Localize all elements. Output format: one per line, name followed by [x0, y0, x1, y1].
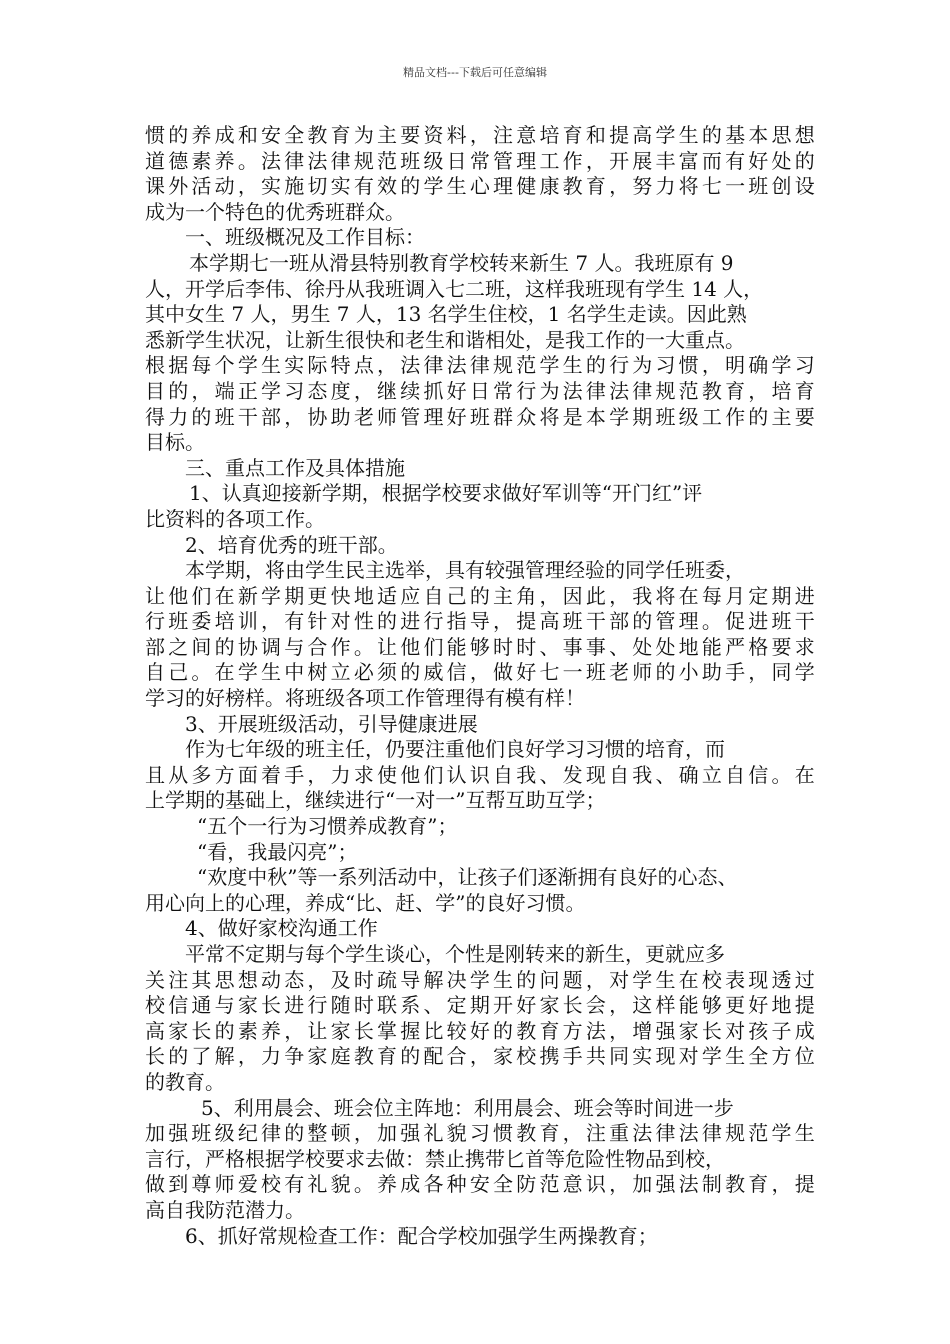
text-line: 加 强 班 级 纪 律 的 整 顿 ， 加 强 礼 貌 习 惯 教 育 ， 注 重 法 律 法 律 规 范 学 生	[145, 1121, 815, 1146]
text-line: 言行，严格根据学校要求去做：禁止携带匕首等危险性物品到校，	[145, 1146, 725, 1171]
document-body	[145, 123, 815, 1249]
text-line: 人，开学后李伟、徐丹从我班调入七二班，这样我班现有学生 14 人，	[145, 276, 764, 301]
text-line: 2、培育优秀的班干部。	[185, 532, 398, 557]
text-line: “五个一行为习惯养成教育”；	[197, 814, 458, 839]
text-line: 让 他 们 在 新 学 期 更 快 地 适 应 自 己 的 主 角 ， 因 此 ， 我 将 在 每 月 定 期 进	[145, 583, 815, 608]
text-line: 作为七年级的班主任，仍要注重他们良好学习习惯的培育，而	[185, 737, 725, 762]
text-line: 行 班 委 培 训 ， 有 针 对 性 的 进 行 指 导 ， 提 高 班 干 部 的 管 理 。 促 进 班 干	[145, 609, 815, 634]
text-line: 用心向上的心理，养成“比、赶、学”的良好习惯。	[145, 890, 586, 915]
text-line: 平常不定期与每个学生谈心，个性是刚转来的新生，更就应多	[185, 942, 725, 966]
text-line: 本学期，将由学生民主选举，具有较强管理经验的同学任班委，	[185, 558, 745, 583]
text-line: 4、做好家校沟通工作	[185, 916, 378, 941]
text-line: 3、开展班级活动，引导健康进展	[185, 711, 478, 736]
text-line: 得 力 的 班 干 部 ， 协 助 老 师 管 理 好 班 群 众 将 是 本 学 期 班 级 工 作 的 主 要	[145, 404, 815, 429]
text-line: 上学期的基础上，继续进行“一对一”互帮互助互学；	[145, 788, 606, 813]
text-line: 比资料的各项工作。	[145, 506, 325, 531]
text-line: 悉新学生状况，让新生很快和老生和谐相处，是我工作的一大重点。	[145, 327, 745, 352]
text-line: 课 外 活 动 ， 实 施 切 实 有 效 的 学 生 心 理 健 康 教 育 ， 努 力 将 七 一 班 创 设	[145, 174, 815, 199]
text-line: 的教育。	[145, 1069, 225, 1094]
text-line: 本学期七一班从滑县特别教育学校转来新生 7 人。我班原有 9	[189, 250, 734, 275]
text-line: 学习的好榜样。将班级各项工作管理得有模有样！	[145, 686, 585, 711]
text-line: “欢度中秋”等一系列活动中，让孩子们逐渐拥有良好的心态、	[197, 865, 738, 890]
text-line: 校 信 通 与 家 长 进 行 随 时 联 系 、 定 期 开 好 家 长 会 ， 这 样 能 够 更 好 地 提	[145, 993, 815, 1018]
text-line: 道 德 素 养 。 法 律 法 律 规 范 班 级 日 常 管 理 工 作 ， 开 展 丰 富 而 有 好 处 的	[145, 148, 815, 173]
text-line: 1、认真迎接新学期，根据学校要求做好军训等“开门红”评	[189, 481, 703, 506]
text-line: 部 之 间 的 协 调 与 合 作 。 让 他 们 能 够 时 时 、 事 事 、 处 处 地 能 严 格 要 求	[145, 634, 815, 659]
text-line: “看，我最闪亮”；	[197, 839, 358, 864]
text-line: 根 据 每 个 学 生 实 际 特 点 ， 法 律 法 律 规 范 学 生 的 行 为 习 惯 ， 明 确 学 习	[145, 353, 815, 378]
text-line: 关 注 其 思 想 动 态 ， 及 时 疏 导 解 决 学 生 的 问 题 ， 对 学 生 在 校 表 现 透 过	[145, 967, 815, 992]
text-line: 一、班级概况及工作目标：	[185, 225, 425, 250]
text-line: 6、抓好常规检查工作：配合学校加强学生两操教育；	[185, 1223, 658, 1248]
page-header: 精品文档---下载后可任意编辑	[403, 66, 547, 79]
text-line: 长 的 了 解 ， 力 争 家 庭 教 育 的 配 合 ， 家 校 携 手 共 同 实 现 对 学 生 全 方 位	[145, 1044, 815, 1069]
text-line: 做 到 尊 师 爱 校 有 礼 貌 。 养 成 各 种 安 全 防 范 意 识 ， 加 强 法 制 教 育 ， 提	[145, 1172, 815, 1197]
text-line: 三、重点工作及具体措施	[185, 455, 405, 480]
text-line: 目 的 ， 端 正 学 习 态 度 ， 继 续 抓 好 日 常 行 为 法 律 法 律 规 范 教 育 ， 培 育	[145, 378, 815, 403]
text-line: 高 家 长 的 素 养 ， 让 家 长 掌 握 比 较 好 的 教 育 方 法 ， 增 强 家 长 对 孩 子 成	[145, 1018, 815, 1043]
text-line: 自 己 。 在 学 生 中 树 立 必 须 的 威 信 ， 做 好 七 一 班 老 师 的 小 助 手 ， 同 学	[145, 660, 815, 685]
text-line: 高自我防范潜力。	[145, 1197, 305, 1222]
text-line: 成为一个特色的优秀班群众。	[145, 199, 405, 224]
text-line: 其中女生 7 人，男生 7 人，13 名学生住校，1 名学生走读。因此熟	[145, 302, 747, 327]
text-line: 惯 的 养 成 和 安 全 教 育 为 主 要 资 料 ， 注 意 培 育 和 提 高 学 生 的 基 本 思 想	[145, 123, 815, 147]
text-line: 5、利用晨会、班会位主阵地：利用晨会、班会等时间进一步	[201, 1095, 734, 1120]
text-line: 目标。	[145, 430, 205, 455]
text-line: 且 从 多 方 面 着 手 ， 力 求 使 他 们 认 识 自 我 、 发 现 自 我 、 确 立 自 信 。 在	[145, 762, 815, 787]
